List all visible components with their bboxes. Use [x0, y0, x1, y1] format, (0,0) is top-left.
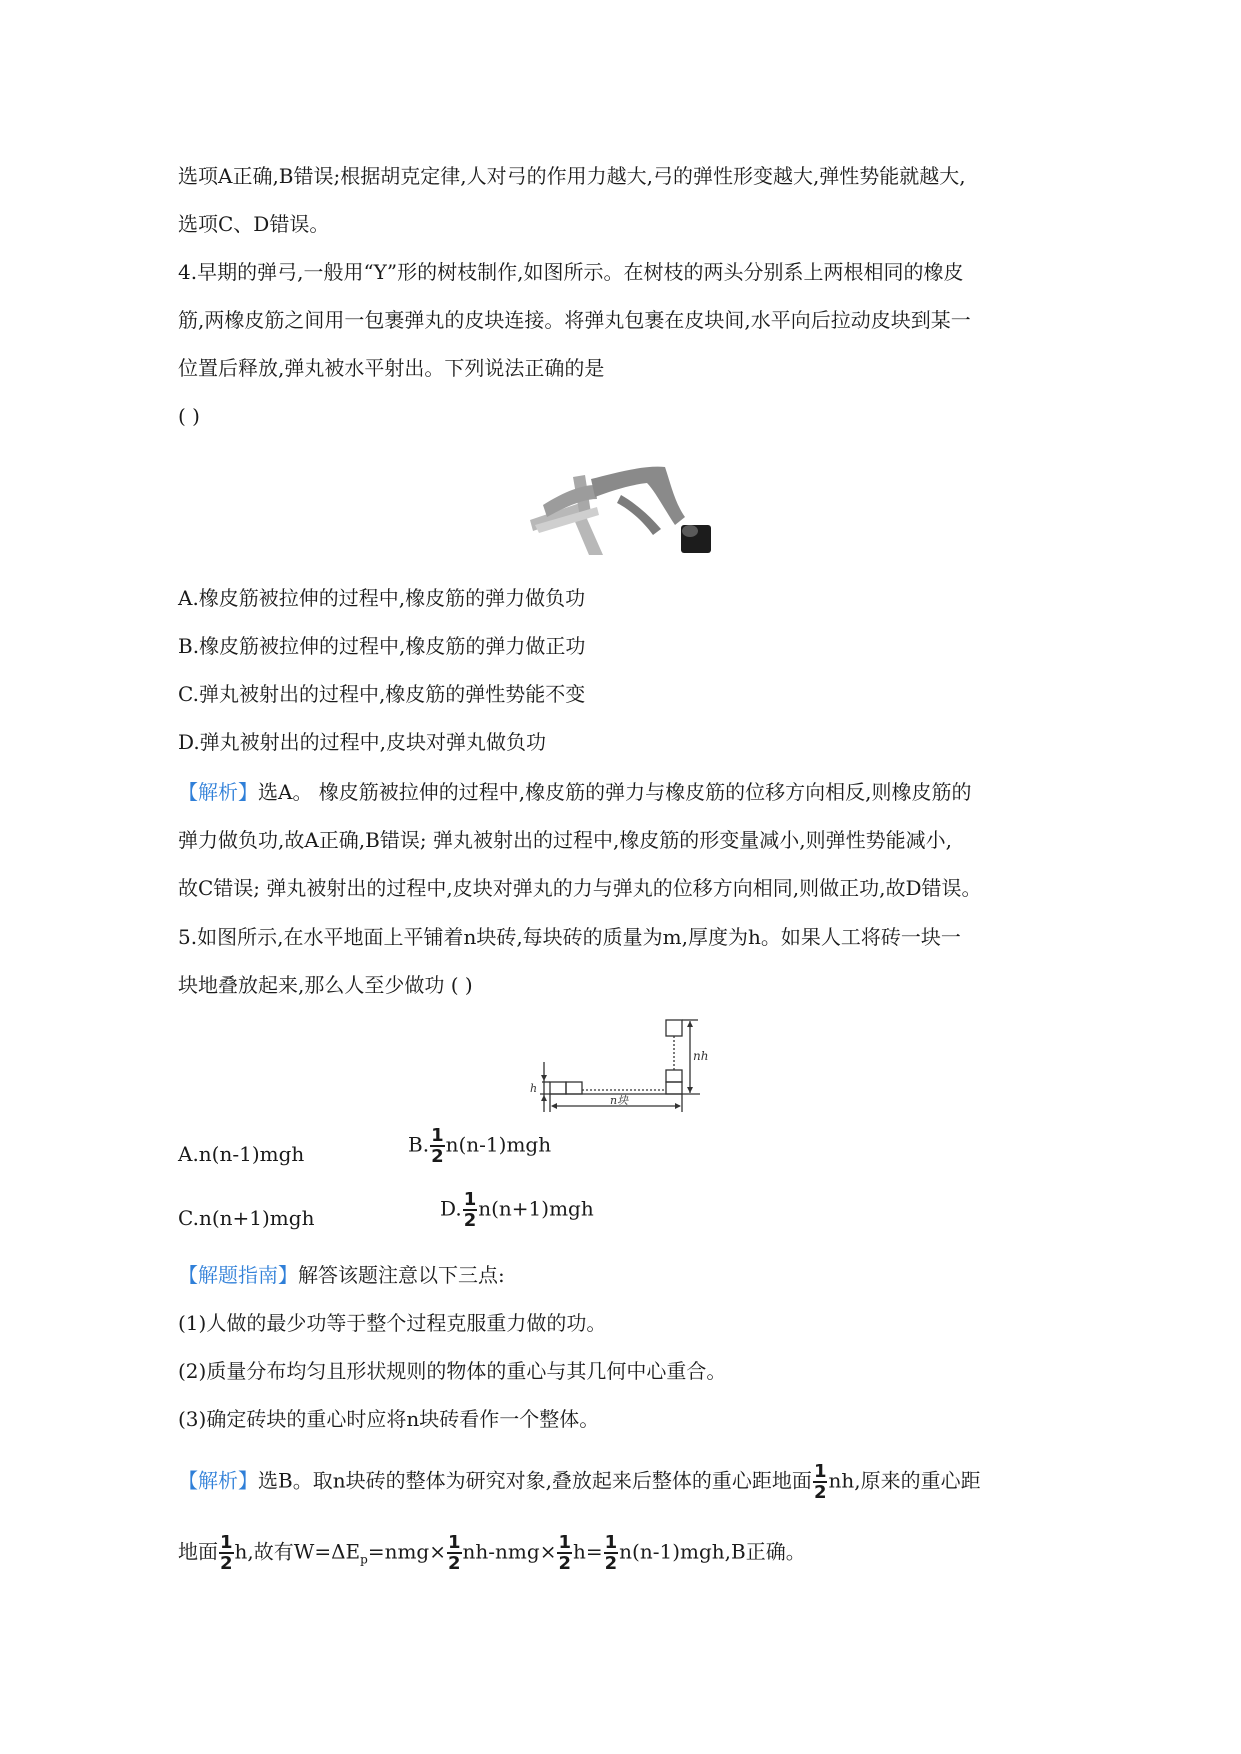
q4-option-d: D.弹丸被射出的过程中,皮块对弹丸做负功	[178, 730, 547, 754]
prev-answer-line-2: 选项C、D错误。	[178, 212, 330, 236]
q4-analysis-line-3: 故C错误; 弹丸被射出的过程中,皮块对弹丸的力与弹丸的位移方向相同,则做正功,故D错误。	[178, 876, 982, 900]
q5-stem-line-2: 块地叠放起来,那么人至少做功 ( )	[178, 973, 473, 997]
q5-stem-line-1: 5.如图所示,在水平地面上平铺着n块砖,每块砖的质量为m,厚度为h。如果人工将砖一块一	[178, 925, 961, 949]
q5-guide-intro: 解答该题注意以下三点:	[298, 1263, 505, 1287]
q4-option-c: C.弹丸被射出的过程中,橡皮筋的弹性势能不变	[178, 682, 586, 706]
fraction-half: $\frac{1}{2}$	[220, 1532, 233, 1574]
q4-stem-line-2: 筋,两橡皮筋之间用一包裹弹丸的皮块连接。将弹丸包裹在皮块间,水平向后拉动皮块到某一	[178, 308, 971, 332]
q5-guide-point-3: (3)确定砖块的重心时应将n块砖看作一个整体。	[178, 1407, 600, 1431]
q4-option-b: B.橡皮筋被拉伸的过程中,橡皮筋的弹力做正功	[178, 634, 586, 658]
q5-option-c: C.n(n+1)mgh	[178, 1206, 315, 1230]
q5-analysis-line-1: 【解析】选B。取n块砖的整体为研究对象,叠放起来后整体的重心距地面 $\frac{1}{2}$ nh,原来的重心距	[178, 1461, 981, 1503]
fraction-half: $\frac{1}{2}$	[448, 1532, 461, 1574]
prev-answer-line-1: 选项A正确,B错误;根据胡克定律,人对弓的作用力越大,弓的弹性形变越大,弹性势能就越大,	[178, 164, 966, 188]
q5-option-a: A.n(n-1)mgh	[178, 1142, 305, 1166]
fraction-half: $\frac{1}{2}$	[463, 1189, 477, 1231]
q5-option-d: D. $\frac{1}{2}$ n(n+1)mgh	[440, 1189, 594, 1231]
label-nh: nh	[693, 1049, 709, 1063]
q4-stem-line-3: 位置后释放,弹丸被水平射出。下列说法正确的是	[178, 356, 605, 380]
q5-guide-point-1: (1)人做的最少功等于整个过程克服重力做的功。	[178, 1311, 607, 1335]
fraction-half: $\frac{1}{2}$	[431, 1125, 444, 1167]
slingshot-image	[525, 455, 715, 557]
q4-analysis-line-1	[178, 777, 972, 807]
q5-option-b: B. $\frac{1}{2}$ n(n-1)mgh	[408, 1125, 552, 1167]
fraction-half: $\frac{1}{2}$	[813, 1461, 827, 1503]
fraction-half: $\frac{1}{2}$	[604, 1532, 618, 1574]
q5-guide-point-2: (2)质量分布均匀且形状规则的物体的重心与其几何中心重合。	[178, 1359, 727, 1383]
label-n-blocks: n块	[610, 1094, 629, 1107]
label-h: h	[530, 1082, 538, 1095]
q5-guide-tag: 【解题指南】	[178, 1263, 298, 1287]
q5-analysis-tag: 【解析】	[178, 1468, 258, 1493]
fraction-half: $\frac{1}{2}$	[558, 1532, 571, 1574]
q4-option-a: A.橡皮筋被拉伸的过程中,橡皮筋的弹力做负功	[178, 586, 586, 610]
brick-stacking-diagram	[530, 1012, 710, 1112]
q4-answer-blank: ( )	[178, 404, 200, 428]
q5-analysis-line-2: 地面 $\frac{1}{2}$ h,故有$W=\Delta E_p=nmg\times$ $\frac{1}{2}$ nh-nmg× $\frac{1}{2}$ h= $\frac{1}{2}$ n(n-1)mgh,B正确。	[178, 1532, 806, 1574]
q4-analysis-tag: 【解析】	[178, 780, 258, 804]
q4-analysis-line-2: 弹力做负功,故A正确,B错误; 弹丸被射出的过程中,橡皮筋的形变量减小,则弹性势能减小,	[178, 828, 953, 852]
q5-guide-line	[178, 1260, 505, 1290]
q4-analysis-text-1: 选A。 橡皮筋被拉伸的过程中,橡皮筋的弹力与橡皮筋的位移方向相反,则橡皮筋的	[258, 780, 972, 804]
q4-stem-line-1: 4.早期的弹弓,一般用“Y”形的树枝制作,如图所示。在树枝的两头分别系上两根相同的橡皮	[178, 260, 964, 284]
